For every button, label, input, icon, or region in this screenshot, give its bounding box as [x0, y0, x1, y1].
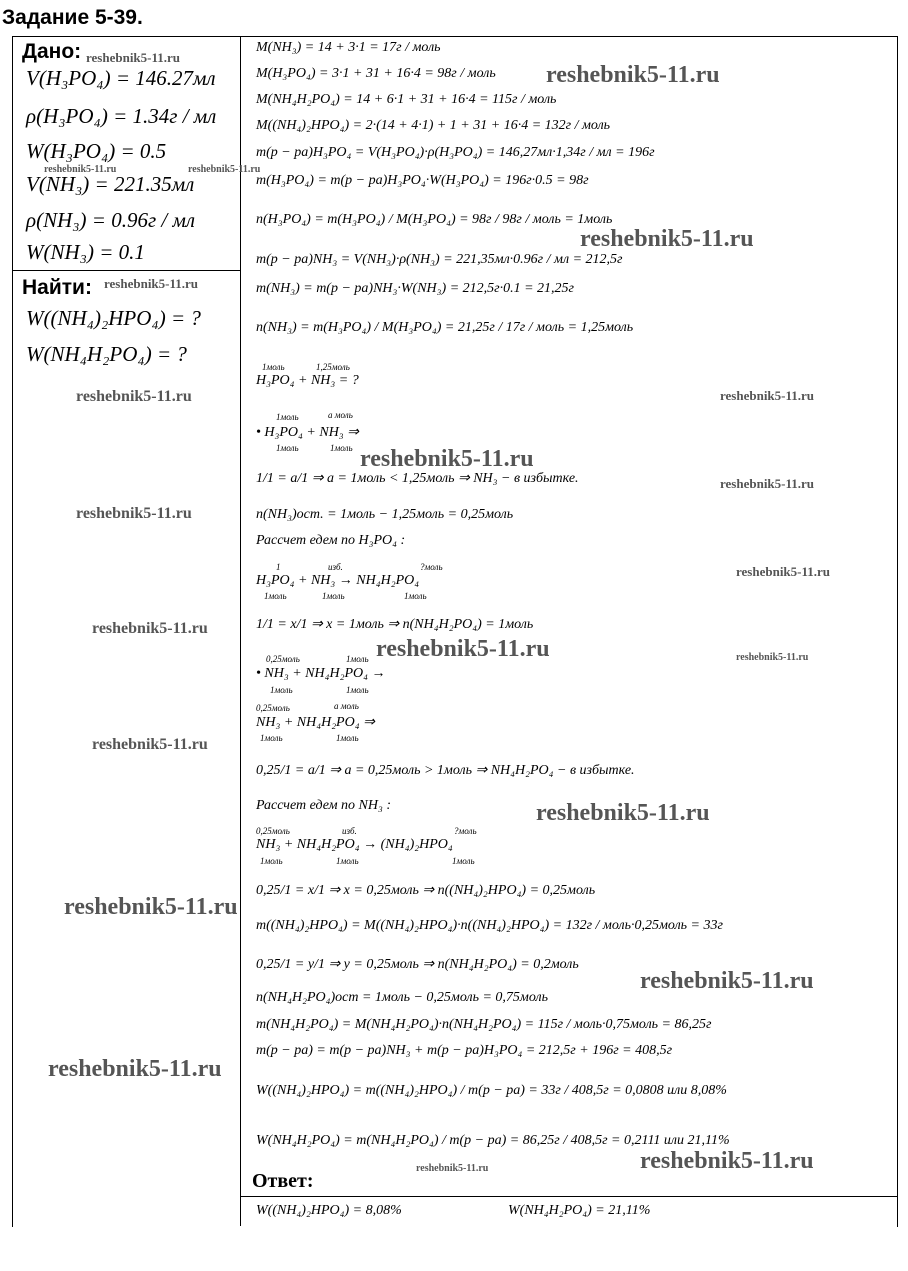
solution-line: 1/1 = a/1 ⇒ a = 1моль < 1,25моль ⇒ NH₃ − в избытке.: [256, 471, 579, 486]
watermark: reshebnik5-11.ru: [188, 164, 261, 175]
annotation: 1моль: [336, 733, 359, 743]
solution-line: m(р − ра)H₃PO₄ = V(H₃PO₄)·ρ(H₃PO₄) = 146,27мл·1,34г / мл = 196г: [256, 145, 655, 160]
solution-line: n(NH₃) = m(H₃PO₄) / M(H₃PO₄) = 21,25г / 17г / моль = 1,25моль: [256, 320, 634, 335]
solution-line: 1/1 = x/1 ⇒ x = 1моль ⇒ n(NH₄H₂PO₄) = 1моль: [256, 617, 534, 632]
annotation: 1моль: [270, 685, 293, 695]
given-item: W(H₃PO₄) = 0.5: [26, 139, 167, 163]
annotation: 1моль: [322, 591, 345, 601]
answer-item: W(NH₄H₂PO₄) = 21,11%: [508, 1203, 651, 1218]
given-item: V(NH₃) = 221.35мл: [26, 172, 195, 196]
task-title: Задание 5-39.: [2, 6, 143, 29]
watermark: reshebnik5-11.ru: [720, 388, 815, 403]
watermark: reshebnik5-11.ru: [64, 894, 238, 920]
given-item: W(NH₃) = 0.1: [26, 240, 145, 264]
solution-line: n(NH₄H₂PO₄)ост = 1моль − 0,25моль = 0,75моль: [256, 990, 548, 1005]
watermark: reshebnik5-11.ru: [92, 620, 208, 637]
annotation: 1,25моль: [316, 362, 350, 372]
watermark: reshebnik5-11.ru: [546, 62, 720, 88]
solution-line: m(р − ра) = m(р − ра)NH₃ + m(р − ра)H₃PO₄ = 212,5г + 196г = 408,5г: [256, 1043, 673, 1058]
find-item: W(NH₄H₂PO₄) = ?: [26, 342, 187, 366]
given-item: V(H₃PO₄) = 146.27мл: [26, 66, 216, 90]
annotation: 1моль: [260, 856, 283, 866]
watermark: reshebnik5-11.ru: [536, 800, 710, 826]
given-item: ρ(NH₃) = 0.96г / мл: [26, 208, 196, 232]
solution-line: m(H₃PO₄) = m(р − ра)H₃PO₄·W(H₃PO₄) = 196г·0.5 = 98г: [256, 173, 589, 188]
annotation: изб.: [342, 826, 357, 836]
solution-line: H₃PO₄ + NH₃ → NH₄H₂PO₄: [256, 573, 420, 588]
solution-line: M(NH₄H₂PO₄) = 14 + 6·1 + 31 + 16·4 = 115г / моль: [256, 92, 557, 107]
find-heading: Найти:: [22, 276, 92, 299]
annotation: a моль: [334, 701, 359, 711]
watermark: reshebnik5-11.ru: [76, 388, 192, 405]
watermark: reshebnik5-11.ru: [720, 476, 815, 491]
annotation: 1моль: [262, 362, 285, 372]
answer-item: W((NH₄)₂HPO₄) = 8,08%: [256, 1203, 402, 1218]
solution-line: M((NH₄)₂HPO₄) = 2·(14 + 4·1) + 1 + 31 + 16·4 = 132г / моль: [256, 118, 611, 133]
solution-line: n(H₃PO₄) = m(H₃PO₄) / M(H₃PO₄) = 98г / 98г / моль = 1моль: [256, 212, 613, 227]
annotation: 1моль: [346, 654, 369, 664]
given-find-divider: [12, 270, 241, 271]
annotation: 1моль: [452, 856, 475, 866]
given-item: ρ(H₃PO₄) = 1.34г / мл: [26, 104, 217, 128]
annotation: ?моль: [420, 562, 443, 572]
annotation: 1моль: [330, 443, 353, 453]
solution-line: • NH₃ + NH₄H₂PO₄ →: [256, 666, 386, 681]
column-divider: [240, 36, 241, 1226]
annotation: a моль: [328, 410, 353, 420]
annotation: 1моль: [346, 685, 369, 695]
annotation: 0,25моль: [266, 654, 300, 664]
solution-line: n(NH₃)ост. = 1моль − 1,25моль = 0,25моль: [256, 507, 514, 522]
watermark: reshebnik5-11.ru: [736, 652, 809, 663]
solution-line: m(NH₃) = m(р − ра)NH₃·W(NH₃) = 212,5г·0.1 = 21,25г: [256, 281, 575, 296]
solution-line: m(р − ра)NH₃ = V(NH₃)·ρ(NH₃) = 221,35мл·0.96г / мл = 212,5г: [256, 252, 623, 267]
solution-line: Рассчет едем по H₃PO₄ :: [256, 533, 406, 548]
annotation: 1моль: [404, 591, 427, 601]
watermark: reshebnik5-11.ru: [92, 736, 208, 753]
answer-heading: Ответ:: [252, 1170, 314, 1192]
annotation: 1: [276, 562, 281, 572]
annotation: 1моль: [260, 733, 283, 743]
annotation: 0,25моль: [256, 826, 290, 836]
solution-line: NH₃ + NH₄H₂PO₄ ⇒: [256, 715, 375, 730]
annotation: 1моль: [276, 412, 299, 422]
answer-divider: [241, 1196, 897, 1197]
watermark: reshebnik5-11.ru: [76, 505, 192, 522]
watermark: reshebnik5-11.ru: [640, 1148, 814, 1174]
watermark: reshebnik5-11.ru: [44, 164, 117, 175]
annotation: 1моль: [336, 856, 359, 866]
solution-line: W((NH₄)₂HPO₄) = m((NH₄)₂HPO₄) / m(р − ра) = 33г / 408,5г = 0,0808 или 8,08%: [256, 1083, 727, 1098]
solution-line: 0,25/1 = y/1 ⇒ y = 0,25моль ⇒ n(NH₄H₂PO₄) = 0,2моль: [256, 957, 579, 972]
given-heading: Дано:: [22, 40, 82, 63]
annotation: изб.: [328, 562, 343, 572]
solution-line: M(H₃PO₄) = 3·1 + 31 + 16·4 = 98г / моль: [256, 66, 496, 81]
find-item: W((NH₄)₂HPO₄) = ?: [26, 306, 201, 330]
watermark: reshebnik5-11.ru: [416, 1163, 489, 1174]
annotation: ?моль: [454, 826, 477, 836]
solution-line: M(NH₃) = 14 + 3·1 = 17г / моль: [256, 40, 441, 55]
watermark: reshebnik5-11.ru: [580, 226, 754, 252]
annotation: 0,25моль: [256, 703, 290, 713]
solution-line: NH₃ + NH₄H₂PO₄ → (NH₄)₂HPO₄: [256, 837, 453, 852]
annotation: 1моль: [264, 591, 287, 601]
watermark: reshebnik5-11.ru: [104, 276, 199, 291]
solution-line: 0,25/1 = a/1 ⇒ a = 0,25моль > 1моль ⇒ NH₄H₂PO₄ − в избытке.: [256, 763, 635, 778]
watermark: reshebnik5-11.ru: [376, 636, 550, 662]
watermark: reshebnik5-11.ru: [360, 446, 534, 472]
watermark: reshebnik5-11.ru: [86, 50, 181, 65]
solution-line: m(NH₄H₂PO₄) = M(NH₄H₂PO₄)·n(NH₄H₂PO₄) = 115г / моль·0,75моль = 86,25г: [256, 1017, 712, 1032]
solution-line: • H₃PO₄ + NH₃ ⇒: [256, 425, 359, 440]
solution-line: Рассчет едем по NH₃ :: [256, 798, 391, 813]
solution-line: 0,25/1 = x/1 ⇒ x = 0,25моль ⇒ n((NH₄)₂HPO₄) = 0,25моль: [256, 883, 596, 898]
watermark: reshebnik5-11.ru: [736, 564, 831, 579]
solution-line: H₃PO₄ + NH₃ = ?: [256, 373, 359, 388]
solution-line: m((NH₄)₂HPO₄) = M((NH₄)₂HPO₄)·n((NH₄)₂HPO₄) = 132г / моль·0,25моль = 33г: [256, 918, 723, 933]
watermark: reshebnik5-11.ru: [48, 1056, 222, 1082]
annotation: 1моль: [276, 443, 299, 453]
watermark: reshebnik5-11.ru: [640, 968, 814, 994]
solution-line: W(NH₄H₂PO₄) = m(NH₄H₂PO₄) / m(р − ра) = 86,25г / 408,5г = 0,2111 или 21,11%: [256, 1133, 730, 1148]
